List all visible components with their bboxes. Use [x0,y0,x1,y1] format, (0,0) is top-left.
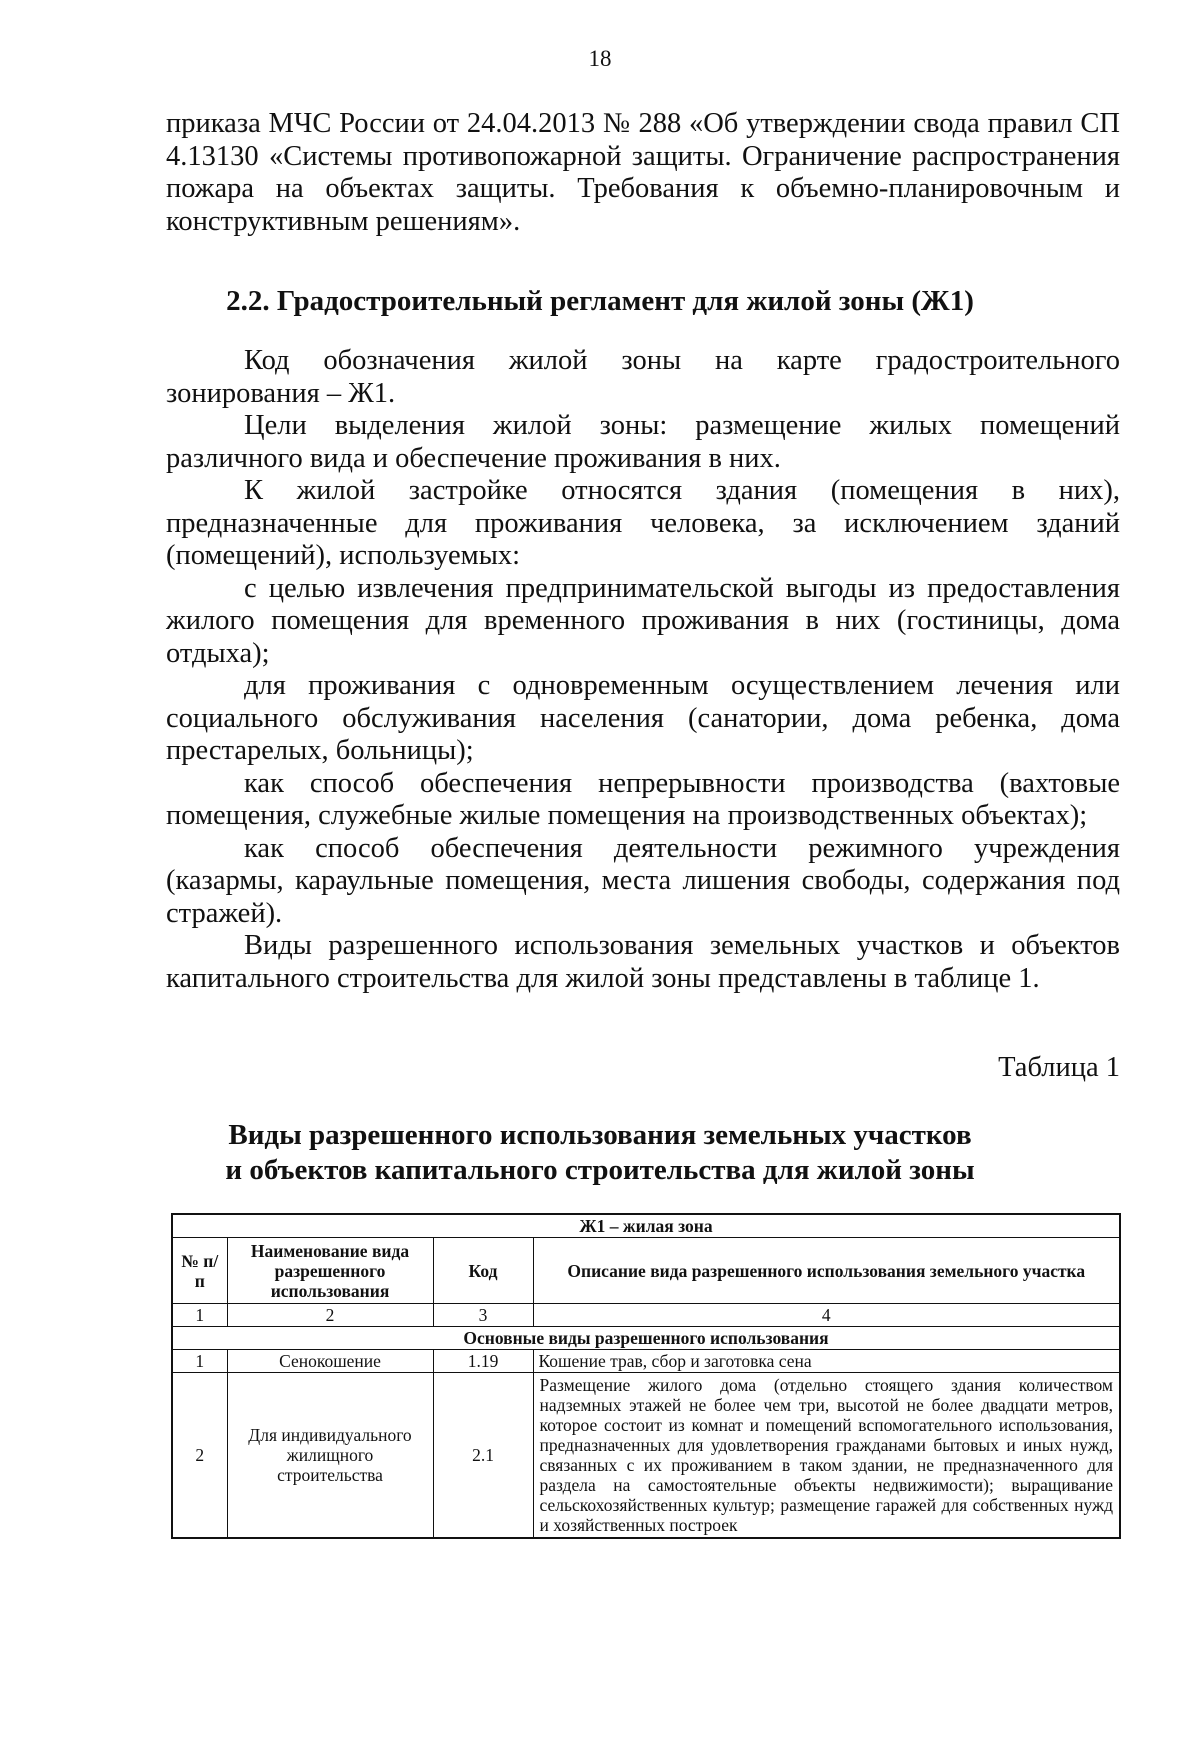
row-code: 2.1 [433,1373,533,1539]
body-text [166,345,1120,995]
row-name: Сенокошение [227,1350,433,1373]
row-name: Для индивидуального жилищного строительства [227,1373,433,1539]
row-description: Размещение жилого дома (отдельно стоящего здания количеством надземных этажей не более чем три, высотой не более двадцати метров, которое состоит из комнат и помещений вспомогательного использования, предназначенных для удовлетворения гражданами бытовых и иных нужд, связанных с их проживанием в таком здании, не предназначенного для раздела на самостоятельные объекты недвижимости); выращивание сельскохозяйственных культур; размещение гаражей для собственных нужд и хозяйственных построек [533,1373,1120,1539]
paragraph: для проживания с одновременным осуществлением лечения или социального обслуживания населения (санатории, дома ребенка, дома престарелых, больницы); [166,670,1120,766]
col-number-cell: 3 [433,1304,533,1327]
table-title-line: Виды разрешенного использования земельных участков [228,1119,972,1151]
land-use-table [171,1213,1121,1539]
page-number: 18 [588,46,612,71]
paragraph: с целью извлечения предпринимательской выгоды из предоставления жилого помещения для временного проживания в них (гостиницы, дома отдыха); [166,572,1120,669]
paragraph: Виды разрешенного использования земельных участков и объектов капитального строительства для жилой зоны представлены в таблице 1. [166,930,1120,994]
table-title-line: и объектов капитального строительства для жилой зоны [225,1154,975,1186]
intro-paragraph: приказа МЧС России от 24.04.2013 № 288 «Об утверждении свода правил СП 4.13130 «Системы противопожарной защиты. Ограничение распространения пожара на объектах защиты. Требования к объемно-планировочным и конструктивным решениям». [166,108,1120,237]
paragraph: Цели выделения жилой зоны: размещение жилых помещений различного вида и обеспечение проживания в них. [166,410,1120,474]
col-header-name: Наименование вида разрешенного использования [227,1238,433,1304]
col-number-cell: 1 [172,1304,227,1327]
paragraph: К жилой застройке относятся здания (помещения в них), предназначенные для проживания человека, за исключением зданий (помещений), используемых: [166,475,1120,571]
section-row: Основные виды разрешенного использования [172,1327,1120,1350]
table-row [172,1350,1120,1373]
paragraph: Код обозначения жилой зоны на карте градостроительного зонирования – Ж1. [166,345,1120,409]
col-number-cell: 4 [533,1304,1120,1327]
row-code: 1.19 [433,1350,533,1373]
row-description: Кошение трав, сбор и заготовка сена [533,1350,1120,1373]
table-row [172,1373,1120,1539]
col-number-cell: 2 [227,1304,433,1327]
col-header-number: № п/п [172,1238,227,1304]
col-header-code: Код [433,1238,533,1304]
section-heading: 2.2. Градостроительный регламент для жилой зоны (Ж1) [226,285,974,317]
intro-paragraph-block [166,108,1120,238]
col-header-description: Описание вида разрешенного использования земельного участка [533,1238,1120,1304]
row-number: 2 [172,1373,227,1539]
row-number: 1 [172,1350,227,1373]
paragraph: как способ обеспечения деятельности режимного учреждения (казармы, караульные помещения, места лишения свободы, содержания под стражей). [166,832,1120,929]
table-title [0,1118,1200,1188]
paragraph: как способ обеспечения непрерывности производства (вахтовые помещения, служебные жилые помещения на производственных объектах); [166,767,1120,831]
zone-header: Ж1 – жилая зона [172,1214,1120,1238]
table-label: Таблица 1 [998,1052,1120,1083]
